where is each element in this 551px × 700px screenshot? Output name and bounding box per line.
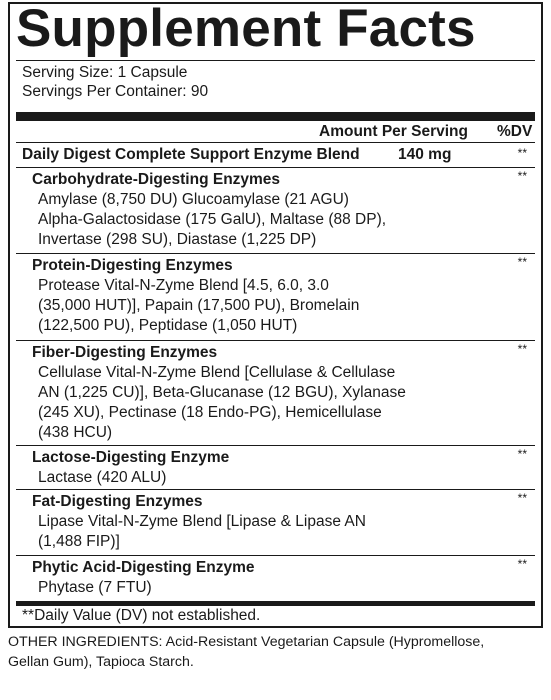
group-line: (122,500 PU), Peptidase (1,050 HUT): [38, 317, 298, 334]
servings-per-container: Servings Per Container: 90: [22, 83, 209, 100]
group-line: (35,000 HUT)], Papain (17,500 PU), Bromelain: [38, 297, 360, 314]
group-dv: **: [517, 255, 527, 269]
title-divider: [16, 60, 535, 61]
group-dv: **: [517, 447, 527, 461]
enzyme-group-protein: [16, 253, 535, 341]
group-line: Amylase (8,750 DU) Glucoamylase (21 AGU): [38, 191, 349, 208]
amount-per-serving-header: Amount Per Serving: [319, 123, 468, 140]
supplement-facts-panel: [8, 2, 543, 628]
group-line: (1,488 FIP)]: [38, 533, 120, 550]
group-line: Phytase (7 FTU): [38, 579, 152, 596]
group-title: Fiber-Digesting Enzymes: [32, 344, 218, 361]
group-dv: **: [517, 491, 527, 505]
group-line: Protease Vital-N-Zyme Blend [4.5, 6.0, 3.0: [38, 277, 329, 294]
blend-name: Daily Digest Complete Support Enzyme Blend: [22, 146, 360, 163]
heavy-divider: [16, 112, 535, 121]
group-dv: **: [517, 169, 527, 183]
dv-footnote: **Daily Value (DV) not established.: [22, 607, 261, 624]
group-line: Lactase (420 ALU): [38, 469, 167, 486]
dv-header: %DV: [497, 123, 533, 140]
blend-dv: **: [517, 146, 527, 160]
group-line: AN (1,225 CU)], Beta-Glucanase (12 BGU), Xylanase: [38, 384, 406, 401]
group-line: Alpha-Galactosidase (175 GalU), Maltase (88 DP),: [38, 211, 387, 228]
blend-amount: 140 mg: [398, 146, 452, 163]
group-line: Invertase (298 SU), Diastase (1,225 DP): [38, 231, 317, 248]
panel-title: Supplement Facts: [16, 2, 476, 58]
other-ingredients: [8, 632, 543, 672]
header-divider: [16, 142, 535, 143]
serving-size: Serving Size: 1 Capsule: [22, 64, 188, 81]
group-line: (438 HCU): [38, 424, 113, 441]
group-dv: **: [517, 342, 527, 356]
other-ingredients-line: Gellan Gum), Tapioca Starch.: [8, 654, 194, 670]
group-title: Lactose-Digesting Enzyme: [32, 449, 230, 466]
enzyme-group-fiber: [16, 340, 535, 446]
group-title: Phytic Acid-Digesting Enzyme: [32, 559, 255, 576]
enzyme-group-fat: [16, 489, 535, 556]
enzyme-group-lactose: [16, 445, 535, 490]
group-title: Carbohydrate-Digesting Enzymes: [32, 171, 281, 188]
group-line: Cellulase Vital-N-Zyme Blend [Cellulase & Cellulase: [38, 364, 396, 381]
group-dv: **: [517, 557, 527, 571]
group-title: Protein-Digesting Enzymes: [32, 257, 233, 274]
enzyme-group-carbohydrate: [16, 167, 535, 254]
other-ingredients-line: OTHER INGREDIENTS: Acid-Resistant Vegetarian Capsule (Hypromellose,: [8, 634, 485, 650]
group-line: Lipase Vital-N-Zyme Blend [Lipase & Lipase AN: [38, 513, 366, 530]
group-line: (245 XU), Pectinase (18 Endo-PG), Hemicellulase: [38, 404, 382, 421]
group-title: Fat-Digesting Enzymes: [32, 493, 203, 510]
enzyme-group-phytic-acid: [16, 555, 535, 604]
